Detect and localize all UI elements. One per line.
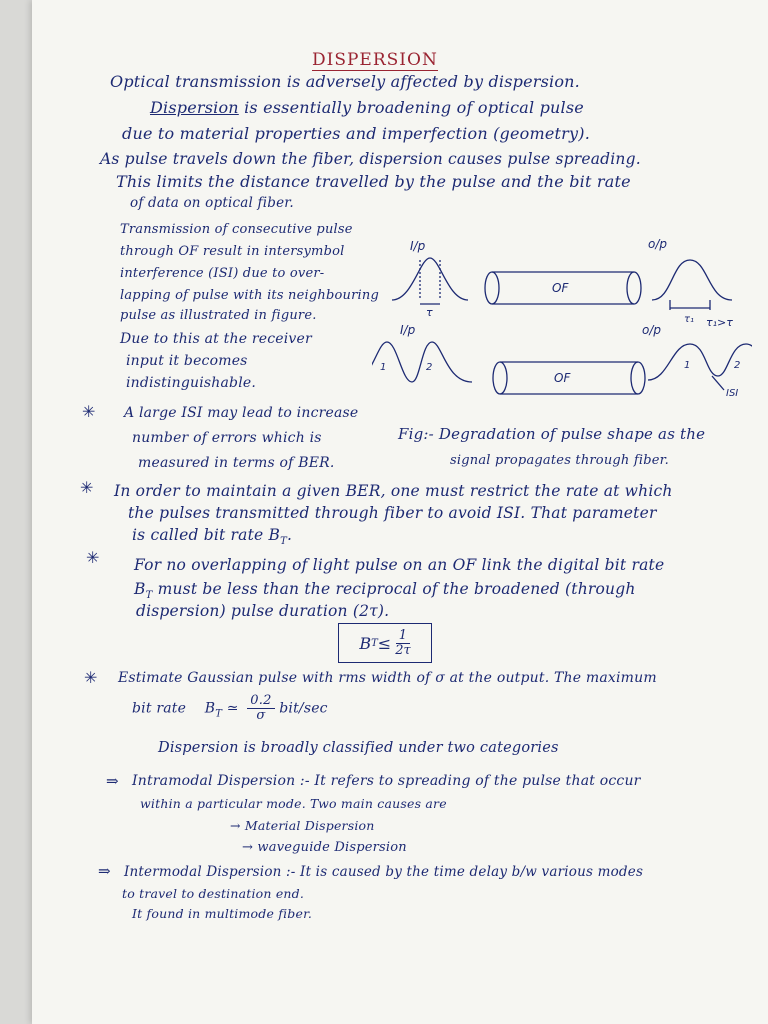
text-fragment: is essentially broadening of optical pulse — [238, 98, 584, 117]
text-line: of data on optical fiber. — [130, 195, 294, 211]
text-line: It found in multimode fiber. — [132, 906, 313, 921]
input-label: I/p — [410, 239, 426, 253]
input-pulse-train — [372, 342, 472, 382]
text-line: due to material properties and imperfection (geometry). — [122, 124, 590, 143]
formula2-unit: bit/sec — [279, 700, 328, 717]
text-line — [134, 580, 636, 601]
input-label-2: I/p — [400, 323, 416, 337]
text-line: Dispersion is broadly classified under two categories — [158, 740, 559, 756]
text-line: number of errors which is — [132, 430, 322, 446]
text-line: Optical transmission is adversely affected by dispersion. — [110, 72, 580, 91]
text-line: input it becomes — [126, 353, 248, 369]
formula-fraction — [395, 629, 410, 658]
fiber-label-2: OF — [554, 371, 571, 385]
pulse-width-markers — [420, 260, 440, 300]
pulse-2-out-label: 2 — [734, 360, 741, 371]
text-line: A large ISI may lead to increase — [124, 405, 359, 421]
formula2-fraction — [247, 694, 274, 723]
text-fragment: is called bit rate B — [132, 526, 281, 544]
pulse-1-out-label: 1 — [684, 360, 691, 371]
fiber-end-right — [627, 272, 641, 304]
text-line: Intramodal Dispersion :- It refers to spreading of the pulse that occur — [132, 773, 641, 789]
formula-numerator: 1 — [396, 629, 410, 644]
text-line: indistinguishable. — [126, 375, 257, 391]
output-label-2: o/p — [642, 323, 662, 337]
tau-label: τ — [426, 306, 433, 319]
text-line: In order to maintain a given BER, one must restrict the rate at which — [114, 482, 673, 500]
text-line: dispersion) pulse duration (2τ). — [136, 602, 390, 620]
text-fragment: must be less than the reciprocal of the broadened (through — [152, 580, 636, 598]
subscript-t: T — [145, 590, 153, 602]
pulse-1-label: 1 — [380, 362, 387, 373]
tau1-arrow — [670, 300, 710, 310]
output-pulse — [652, 260, 732, 300]
text-line: lapping of pulse with its neighbouring — [120, 288, 379, 303]
bullet-star-icon: ✳ — [82, 402, 96, 421]
formula2-numerator: 0.2 — [247, 694, 274, 709]
bullet-star-icon: ✳ — [84, 668, 98, 687]
text-line: → Material Dispersion — [230, 818, 375, 833]
fiber-end-left — [485, 272, 499, 304]
text-line: Transmission of consecutive pulse — [120, 222, 353, 237]
fiber-end-right-2 — [631, 362, 645, 394]
text-fragment: bit rate — [132, 700, 187, 717]
notebook-page — [32, 0, 768, 1024]
formula2-denominator: σ — [256, 708, 266, 723]
text-line: is called bit rate $B_T$. — [132, 526, 293, 548]
page-title: DISPERSION — [312, 50, 438, 70]
bullet-star-icon: ✳ — [80, 478, 94, 497]
formula2-op: ≃ — [222, 700, 244, 717]
fiber-end-left-2 — [493, 362, 507, 394]
pulse-2-label: 2 — [426, 362, 433, 373]
text-line: Intermodal Dispersion :- It is caused by the time delay b/w various modes — [124, 864, 644, 880]
input-pulse — [392, 258, 468, 300]
text-line: within a particular mode. Two main causes are — [140, 796, 447, 811]
formula-op: ≤ — [377, 633, 392, 653]
text-line: pulse as illustrated in figure. — [120, 308, 317, 323]
figure-caption: signal propagates through fiber. — [450, 453, 669, 468]
text-line: measured in terms of BER. — [138, 455, 335, 471]
arrow-bullet-icon: ⇒ — [106, 772, 119, 790]
subscript-t: T — [280, 536, 287, 548]
text-line — [132, 694, 328, 723]
bullet-star-icon: ✳ — [86, 548, 100, 567]
text-line: the pulses transmitted through fiber to avoid ISI. That parameter — [128, 504, 657, 522]
text-line: Due to this at the receiver — [120, 331, 312, 347]
output-label: o/p — [648, 237, 668, 251]
formula-sub: T — [371, 637, 378, 649]
text-fragment: B — [134, 580, 146, 598]
pulse-dispersion-figure — [372, 230, 752, 400]
figure-caption: Fig:- Degradation of pulse shape as the — [398, 425, 706, 443]
text-line: interference (ISI) due to over- — [120, 266, 325, 281]
term-dispersion: Dispersion — [150, 98, 239, 117]
text-line — [150, 98, 584, 117]
text-line: through OF result in intersymbol — [120, 244, 345, 259]
text-line: For no overlapping of light pulse on an OF link the digital bit rate — [134, 556, 665, 574]
isi-label: ISI — [726, 388, 739, 399]
text-line: to travel to destination end. — [122, 886, 305, 901]
formula2-lhs: B — [204, 700, 216, 717]
bit-rate-formula-box — [338, 623, 432, 663]
tau1-label: τ₁ — [684, 314, 695, 325]
text-line: As pulse travels down the fiber, dispersion causes pulse spreading. — [100, 150, 641, 168]
formula-denominator: 2τ — [395, 642, 411, 658]
tau-relation: τ₁>τ — [706, 316, 733, 329]
text-line: This limits the distance travelled by the pulse and the bit rate — [116, 172, 631, 191]
isi-arrow — [712, 376, 724, 390]
formula-lhs: B — [359, 633, 372, 653]
text-line: Estimate Gaussian pulse with rms width of σ at the output. The maximum — [118, 670, 657, 686]
arrow-bullet-icon: ⇒ — [98, 862, 111, 880]
fiber-label: OF — [552, 281, 569, 295]
formula2-sub: T — [215, 708, 223, 720]
text-line: → waveguide Dispersion — [242, 840, 407, 855]
